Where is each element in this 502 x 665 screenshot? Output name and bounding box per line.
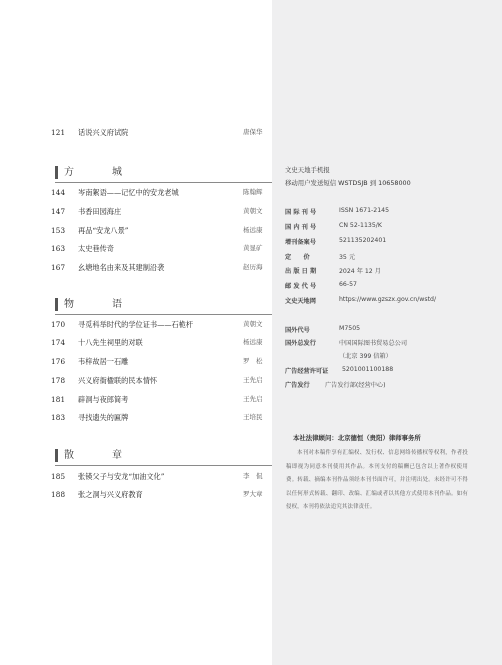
section-bar (55, 298, 58, 311)
colophon-value: 中国国际图书贸易总公司 (339, 340, 408, 347)
colophon-value: 5201001100188 (342, 366, 394, 373)
toc-entry[interactable] (0, 336, 272, 349)
section-header-wuyu (55, 297, 272, 313)
toc-entry[interactable] (0, 224, 272, 237)
toc-title: 辟洞与夜郎简考 (78, 395, 129, 404)
toc-entry[interactable] (0, 488, 272, 501)
colophon-key: 广告发行 (285, 382, 310, 389)
mobile-news-sms: 移动用户发送短信 WSTDSJB 到 10658000 (285, 179, 411, 187)
toc-author: 唐保华 (243, 128, 263, 136)
colophon-value: 2024 年 12 月 (339, 268, 381, 275)
section-header-fangcheng (55, 165, 272, 181)
toc-page-number: 121 (51, 128, 66, 137)
colophon-key: 国 际 刊 号 (285, 209, 317, 216)
toc-entry[interactable] (0, 318, 272, 331)
toc-page-number: 167 (51, 263, 66, 272)
toc-entry[interactable] (0, 470, 272, 483)
toc-author: 黄显矿 (243, 244, 263, 252)
copyright-notice: 本刊对本稿件享有汇编权、发行权、信息网络传播权等权利，作者投稿即视为同意本刊使用其作品。本刊支付的稿酬已包含以上著作权使用费。转载、摘编本刊作品须经本刊书面许可，并注明出处。未经许可不得以任何形式转载、翻印、改编、汇编或者以其他方式使用本刊作品。如有侵权，本刊将依法追究其法律责任。 (286, 450, 468, 511)
colophon-key: 邮 发 代 号 (285, 283, 317, 290)
toc-page-number: 174 (51, 338, 66, 347)
toc-entry[interactable] (0, 126, 272, 139)
section-divider (55, 182, 272, 183)
toc-title: 十八先生祠里的对联 (78, 338, 143, 347)
toc-author: 王先启 (243, 395, 263, 403)
colophon-key: 增刊备案号 (285, 239, 316, 246)
colophon-key: 定 价 (285, 254, 310, 261)
toc-page-number: 147 (51, 207, 66, 216)
legal-counsel: 本社法律顾问：北京德恒（贵阳）律师事务所 (293, 434, 421, 442)
toc-page-number: 178 (51, 376, 66, 385)
toc-author: 罗 松 (243, 357, 263, 365)
colophon-value: ISSN 1671-2145 (339, 207, 390, 214)
toc-author: 黄朝文 (243, 207, 263, 215)
toc-author: 罗大章 (243, 490, 263, 498)
colophon-value: 66-57 (339, 281, 357, 288)
toc-author: 杨远康 (243, 226, 263, 234)
toc-title: 韦梓故居一石雕 (78, 357, 129, 366)
section-header-sanzhang (55, 448, 272, 464)
colophon-value: 广告发行部(经营中心) (325, 382, 386, 389)
colophon-key: 文史天地网 (285, 298, 316, 305)
toc-page-number: 183 (51, 413, 66, 422)
toc-page-number: 185 (51, 472, 66, 481)
website-link[interactable]: https://www.gzszx.gov.cn/wstd/ (339, 296, 437, 303)
colophon-key: 国外代号 (285, 327, 310, 334)
toc-author: 杨远康 (243, 338, 263, 346)
toc-entry[interactable] (0, 374, 272, 387)
toc-page-number: 170 (51, 320, 66, 329)
section-title: 物 语 (64, 299, 136, 310)
colophon-value: （北京 399 信箱） (339, 353, 392, 360)
section-divider (55, 314, 272, 315)
mobile-news-title: 文史天地手机报 (285, 166, 330, 174)
toc-author: 陈翰辉 (243, 188, 263, 196)
toc-author: 王培民 (243, 413, 263, 421)
toc-page-number: 163 (51, 244, 66, 253)
toc-title: 寻觅科举时代的学位证书——石桅杆 (78, 320, 194, 329)
toc-title: 话说兴义府试院 (78, 128, 129, 137)
colophon-value: CN 52-1135/K (339, 222, 382, 229)
toc-title: 张之洞与兴义府教育 (78, 490, 143, 499)
colophon-value: M7505 (339, 325, 361, 332)
section-title: 散 章 (64, 450, 136, 461)
toc-entry[interactable] (0, 261, 272, 274)
toc-title: 岑南絮语——记忆中的安龙老城 (78, 188, 179, 197)
toc-author: 王先启 (243, 376, 263, 384)
colophon-key: 国外总发行 (285, 340, 316, 347)
toc-title: 张锳父子与安龙“加油文化” (78, 472, 165, 481)
toc-entry[interactable] (0, 186, 272, 199)
colophon-key: 广告经营许可证 (285, 368, 329, 375)
toc-page-number: 176 (51, 357, 66, 366)
toc-page-number: 144 (51, 188, 66, 197)
toc-entry[interactable] (0, 205, 272, 218)
toc-entry[interactable] (0, 355, 272, 368)
toc-title: 寻找遗失的匾牌 (78, 413, 129, 422)
toc-author: 赵历海 (243, 263, 263, 271)
colophon-value: 521135202401 (339, 237, 387, 244)
toc-entry[interactable] (0, 411, 272, 424)
toc-page-number: 181 (51, 395, 66, 404)
toc-title: 书香田园海庄 (78, 207, 122, 216)
toc-title: 兴义府衙楹联的民本情怀 (78, 376, 158, 385)
toc-entry[interactable] (0, 242, 272, 255)
colophon-key: 出 版 日 期 (285, 268, 317, 275)
section-bar (55, 449, 58, 462)
colophon-key: 国 内 刊 号 (285, 224, 317, 231)
section-title: 方 城 (64, 167, 136, 178)
toc-page-number: 153 (51, 226, 66, 235)
toc-page-number: 188 (51, 490, 66, 499)
toc-author: 黄朝文 (243, 320, 263, 328)
toc-title: 幺塘地名由来及其建制沿袭 (78, 263, 165, 272)
section-bar (55, 166, 58, 179)
toc-title: 再品“安龙八景” (78, 226, 129, 235)
colophon-value: 35 元 (339, 254, 356, 261)
toc-entry[interactable] (0, 393, 272, 406)
toc-title: 太史巷传奇 (78, 244, 114, 253)
section-divider (55, 465, 272, 466)
toc-author: 李 侃 (243, 472, 263, 480)
